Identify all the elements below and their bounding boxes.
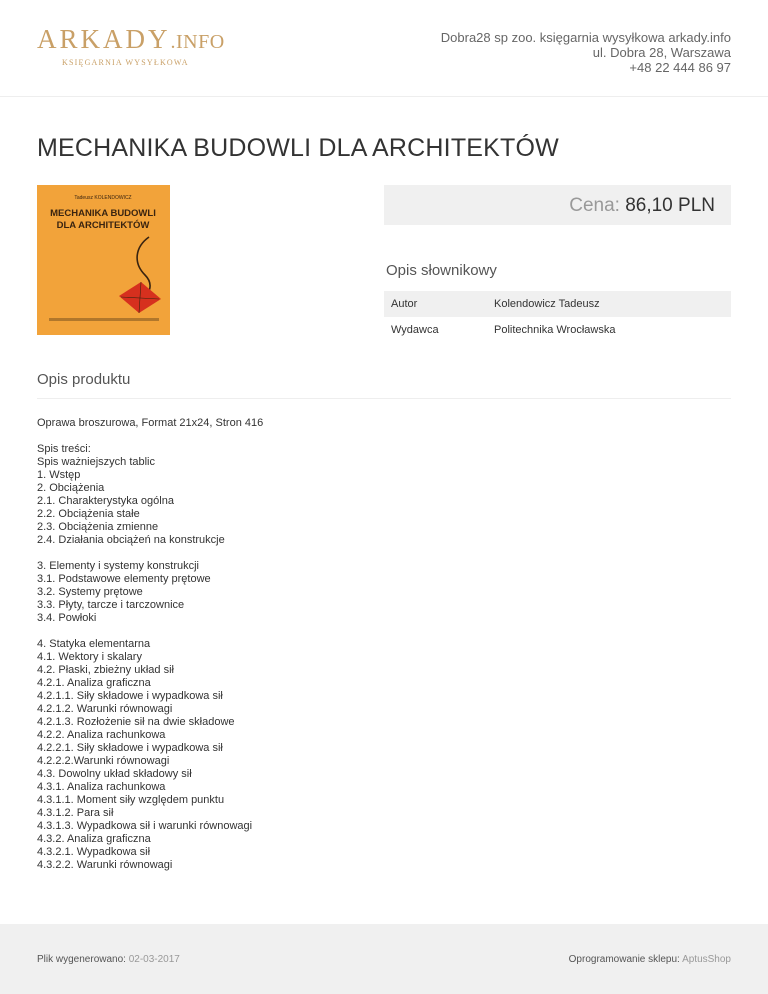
description-line: 4. Statyka elementarna <box>37 638 151 650</box>
attr-value-publisher: Politechnika Wrocławska <box>494 324 616 336</box>
attr-key-author: Autor <box>384 291 494 317</box>
store-contact-info <box>441 30 731 75</box>
description-line: 4.3.2.2. Warunki równowagi <box>37 859 173 871</box>
generated-info <box>37 954 180 965</box>
description-line: 4.3.1.3. Wypadkowa sił i warunki równowagi <box>37 820 253 832</box>
description-line: 4.3.1.1. Moment siły względem punktu <box>37 794 225 806</box>
table-row <box>384 317 731 343</box>
table-row <box>384 291 731 317</box>
product-title: MECHANIKA BUDOWLI DLA ARCHITEKTÓW <box>37 134 559 162</box>
page-header <box>0 0 768 97</box>
software-label: Oprogramowanie sklepu: <box>568 954 680 965</box>
description-line: 4.2.1. Analiza graficzna <box>37 677 151 689</box>
attr-value-author: Kolendowicz Tadeusz <box>494 291 731 317</box>
description-line: 2.2. Obciążenia stałe <box>37 508 140 520</box>
description-line: 4.2.2.1. Siły składowe i wypadkowa sił <box>37 742 223 754</box>
description-line: Spis treści: <box>37 443 91 455</box>
dictionary-heading: Opis słownikowy <box>386 262 497 279</box>
description-line: 3.3. Płyty, tarcze i tarczownice <box>37 599 185 611</box>
section-divider <box>37 398 731 399</box>
description-paragraph <box>37 417 727 430</box>
book-cover-art <box>37 185 170 335</box>
store-name-line: Dobra28 sp zoo. księgarnia wysyłkowa arkady.info <box>440 30 731 45</box>
price-label: Cena: <box>569 195 620 216</box>
description-paragraph <box>37 443 727 547</box>
description-line: 4.3.2.1. Wypadkowa sił <box>37 846 151 858</box>
description-line: 4.2.2.2.Warunki równowagi <box>37 755 170 767</box>
price-value: 86,10 PLN <box>625 195 715 216</box>
product-description <box>37 417 727 885</box>
page-footer <box>0 924 768 994</box>
description-line: 2. Obciążenia <box>37 482 105 494</box>
price-box <box>384 185 731 225</box>
cover-publisher-strip <box>49 318 159 321</box>
description-line: 2.4. Działania obciążeń na konstrukcje <box>37 534 225 546</box>
product-cover-image <box>37 185 170 335</box>
logo-main-text: ARKADY <box>37 24 171 54</box>
description-paragraph <box>37 560 727 625</box>
description-line: 4.2.2. Analiza rachunkowa <box>37 729 166 741</box>
attr-key-publisher: Wydawca <box>391 324 439 336</box>
software-info <box>569 954 731 965</box>
description-line: Oprawa broszurowa, Format 21x24, Stron 416 <box>37 417 264 429</box>
cover-author-text: Tadeusz KOLENDOWICZ <box>74 195 132 201</box>
description-paragraph <box>37 638 727 872</box>
store-phone-line: +48 22 444 86 97 <box>629 60 731 75</box>
description-line: 2.1. Charakterystyka ogólna <box>37 495 174 507</box>
software-link[interactable]: AptusShop <box>682 954 731 965</box>
description-line: 3.1. Podstawowe elementy prętowe <box>37 573 211 585</box>
logo-subtitle: KSIĘGARNIA WYSYŁKOWA <box>62 58 189 67</box>
description-line: 1. Wstęp <box>37 469 81 481</box>
description-line: 4.2.1.3. Rozłożenie sił na dwie składowe <box>37 716 235 728</box>
logo-suffix-text: .INFO <box>170 31 225 53</box>
description-line: Spis ważniejszych tablic <box>37 456 155 468</box>
generated-label: Plik wygenerowano: <box>37 954 126 965</box>
logo-wordmark <box>37 26 225 56</box>
cover-title-line-1: MECHANIKA BUDOWLI <box>50 208 156 219</box>
description-line: 4.2.1.1. Siły składowe i wypadkowa sił <box>37 690 223 702</box>
cover-title-line-2: DLA ARCHITEKTÓW <box>56 220 150 231</box>
description-line: 3.4. Powłoki <box>37 612 97 624</box>
description-line: 3.2. Systemy prętowe <box>37 586 143 598</box>
description-line: 4.3.2. Analiza graficzna <box>37 833 151 845</box>
description-line: 4.3. Dowolny układ składowy sił <box>37 768 192 780</box>
generated-date: 02-03-2017 <box>128 954 180 965</box>
description-line: 4.1. Wektory i skalary <box>37 651 142 663</box>
store-address-line: ul. Dobra 28, Warszawa <box>592 45 731 60</box>
store-logo[interactable] <box>37 26 225 67</box>
description-line: 4.3.1.2. Para sił <box>37 807 114 819</box>
description-line: 4.2.1.2. Warunki równowagi <box>37 703 173 715</box>
description-line: 3. Elementy i systemy konstrukcji <box>37 560 199 572</box>
dictionary-table <box>384 291 731 343</box>
description-line: 4.3.1. Analiza rachunkowa <box>37 781 166 793</box>
description-line: 4.2. Płaski, zbieżny układ sił <box>37 664 174 676</box>
description-heading: Opis produktu <box>37 371 131 388</box>
description-line: 2.3. Obciążenia zmienne <box>37 521 159 533</box>
